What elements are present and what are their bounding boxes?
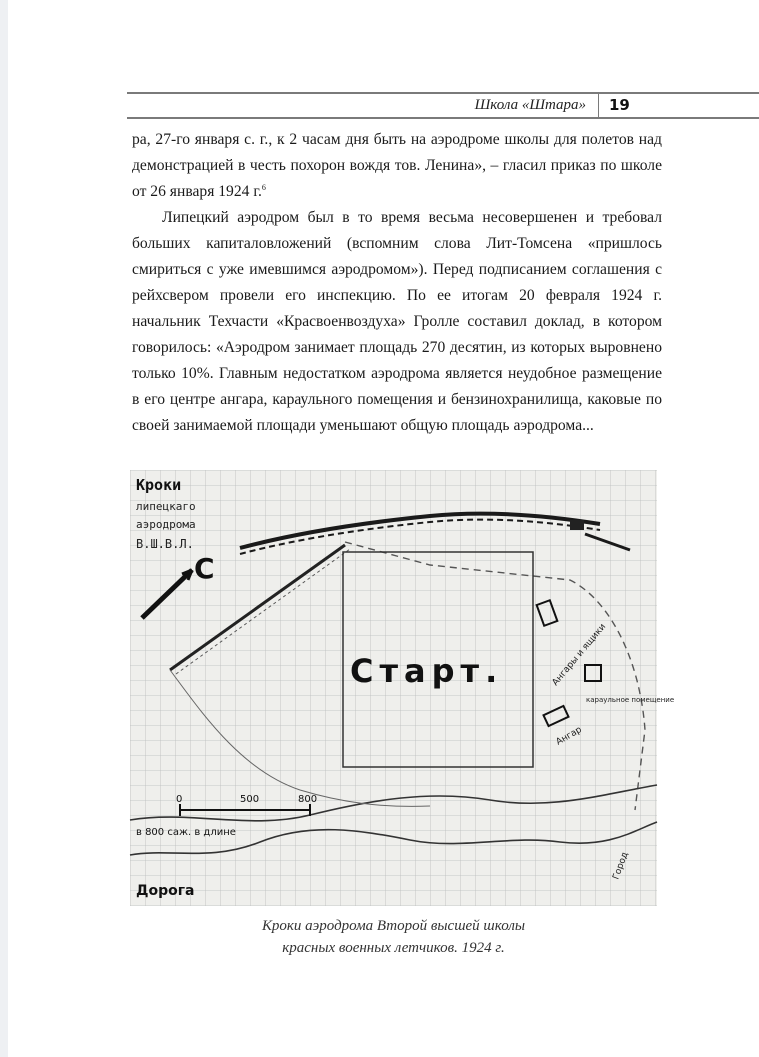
airfield-sketch xyxy=(130,470,675,906)
paragraph-1 xyxy=(132,127,662,205)
sketch-title-3: аэродрома xyxy=(136,518,196,531)
scale-note: в 800 саж. в длине xyxy=(136,827,236,838)
sketch-title-2: липецкаго xyxy=(136,500,196,513)
compass-letter: С xyxy=(194,552,215,585)
body-text xyxy=(132,127,662,439)
guard-house-label: караульное помещение xyxy=(586,696,675,704)
airfield-sketch-figure xyxy=(130,470,675,906)
scale-500: 500 xyxy=(240,794,260,805)
sketch-title-1: Кроки xyxy=(136,476,182,494)
paragraph-2: Липецкий аэродром был в то время весьма несовершенен и требовал больших капиталовложений (вспомним слова Лит-Томсена «пришлось смириться с уже имевшимся аэродромом»). Перед подписанием соглашения с рейхсвером провели его инспекцию. По ее итогам 20 февраля 1924 г. начальник Техчасти «Красвоенвоздуха» Гролле составил доклад, в котором говорилось: «Аэродром занимает площадь 270 десятин, из которых выровнено только 10%. Главным недостатком аэродрома является неудобное размещение в его центре ангара, караульного помещения и бензинохранилища, каковые по своей занимаемой площади уменьшают общую площадь аэродрома... xyxy=(132,209,662,434)
book-page xyxy=(8,0,759,1057)
start-label: Старт. xyxy=(350,652,504,690)
hangars-label: Ангары и ящики xyxy=(550,621,609,688)
caption-line-1: Кроки аэродрома Второй высшей школы xyxy=(261,918,526,934)
header-bottom-rule xyxy=(127,117,759,119)
page-number: 19 xyxy=(609,96,630,114)
sketch-title-4: В.Ш.В.Л. xyxy=(136,537,194,551)
header-divider xyxy=(598,93,599,118)
scale-800: 800 xyxy=(298,794,318,805)
caption-line-2: красных военных летчиков. 1924 г. xyxy=(282,940,505,956)
paragraph-1-text: ра, 27-го января с. г., к 2 часам дня быть на аэродроме школы для полетов над демонстрацией в честь похорон вождя тов. Ленина», – гласил приказ по школе от 26 января 1924 г. xyxy=(132,131,662,200)
figure-caption xyxy=(130,915,657,959)
city-label: Город xyxy=(611,850,631,882)
road-label: Дорога xyxy=(136,883,195,899)
header-top-rule xyxy=(127,92,759,94)
footnote-mark: 6 xyxy=(261,182,266,192)
scale-zero: 0 xyxy=(176,794,183,805)
hangar-label: Ангар xyxy=(554,724,584,748)
running-title: Школа «Штара» xyxy=(474,97,586,113)
